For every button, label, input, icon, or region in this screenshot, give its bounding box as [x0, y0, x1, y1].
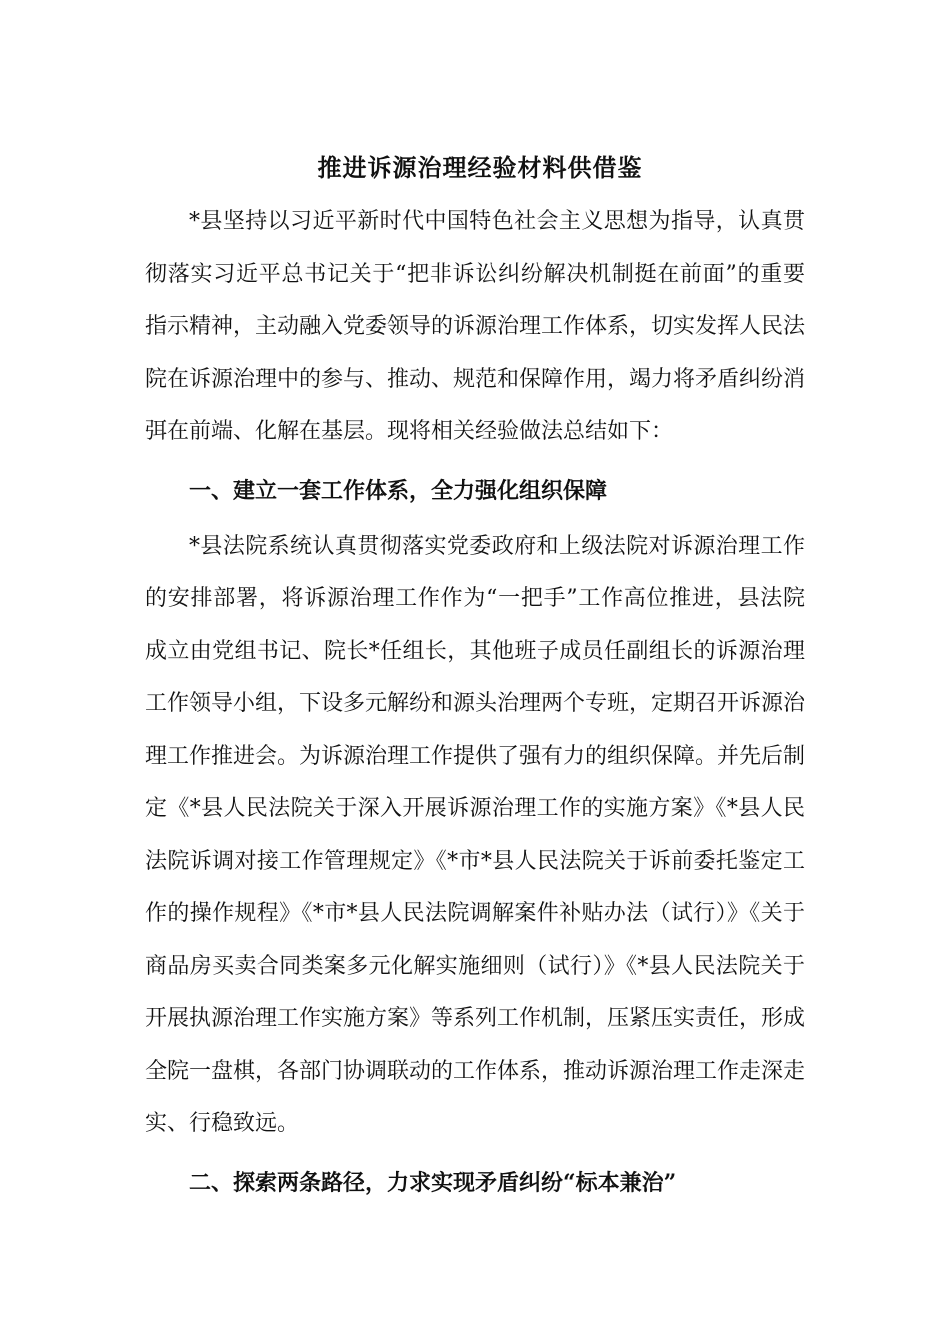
document-title: 推进诉源治理经验材料供借鉴: [317, 153, 643, 182]
spacer: [145, 459, 805, 463]
section-2-heading: 二、探索两条路径，力求实现矛盾纠纷“标本兼治”: [189, 1169, 677, 1196]
spacer: [145, 1151, 805, 1155]
section-1-heading: 一、建立一套工作体系，全力强化组织保障: [189, 477, 608, 504]
document-page: [145, 140, 805, 1213]
section-1-paragraph: *县法院系统认真贯彻落实党委政府和上级法院对诉源治理工作的安排部署，将诉源治理工作作为“一把手”工作高位推进，县法院成立由党组书记、院长*任组长，其他班子成员任副组长的诉源治理工作领导小组，下设多元解纷和源头治理两个专班，定期召开诉源治理工作推进会。为诉源治理工作提供了强有力的组织保障。并先后制定《*县人民法院关于深入开展诉源治理工作的实施方案》《*县人民法院诉调对接工作管理规定》《*市*县人民法院关于诉前委托鉴定工作的操作规程》《*市*县人民法院调解案件补贴办法（试行）》《关于商品房买卖合同类案多元化解实施细则（试行）》《*县人民法院关于开展执源治理工作实施方案》等系列工作机制，压紧压实责任，形成全院一盘棋，各部门协调联动的工作体系，推动诉源治理工作走深走实、行稳致远。: [145, 533, 806, 1136]
intro-paragraph: *县坚持以习近平新时代中国特色社会主义思想为指导，认真贯彻落实习近平总书记关于“把非诉讼纠纷解决机制挺在前面”的重要指示精神，主动融入党委领导的诉源治理工作体系，切实发挥人民法院在诉源治理中的参与、推动、规范和保障作用，竭力将矛盾纠纷消弭在前端、化解在基层。现将相关经验做法总结如下：: [145, 209, 806, 444]
